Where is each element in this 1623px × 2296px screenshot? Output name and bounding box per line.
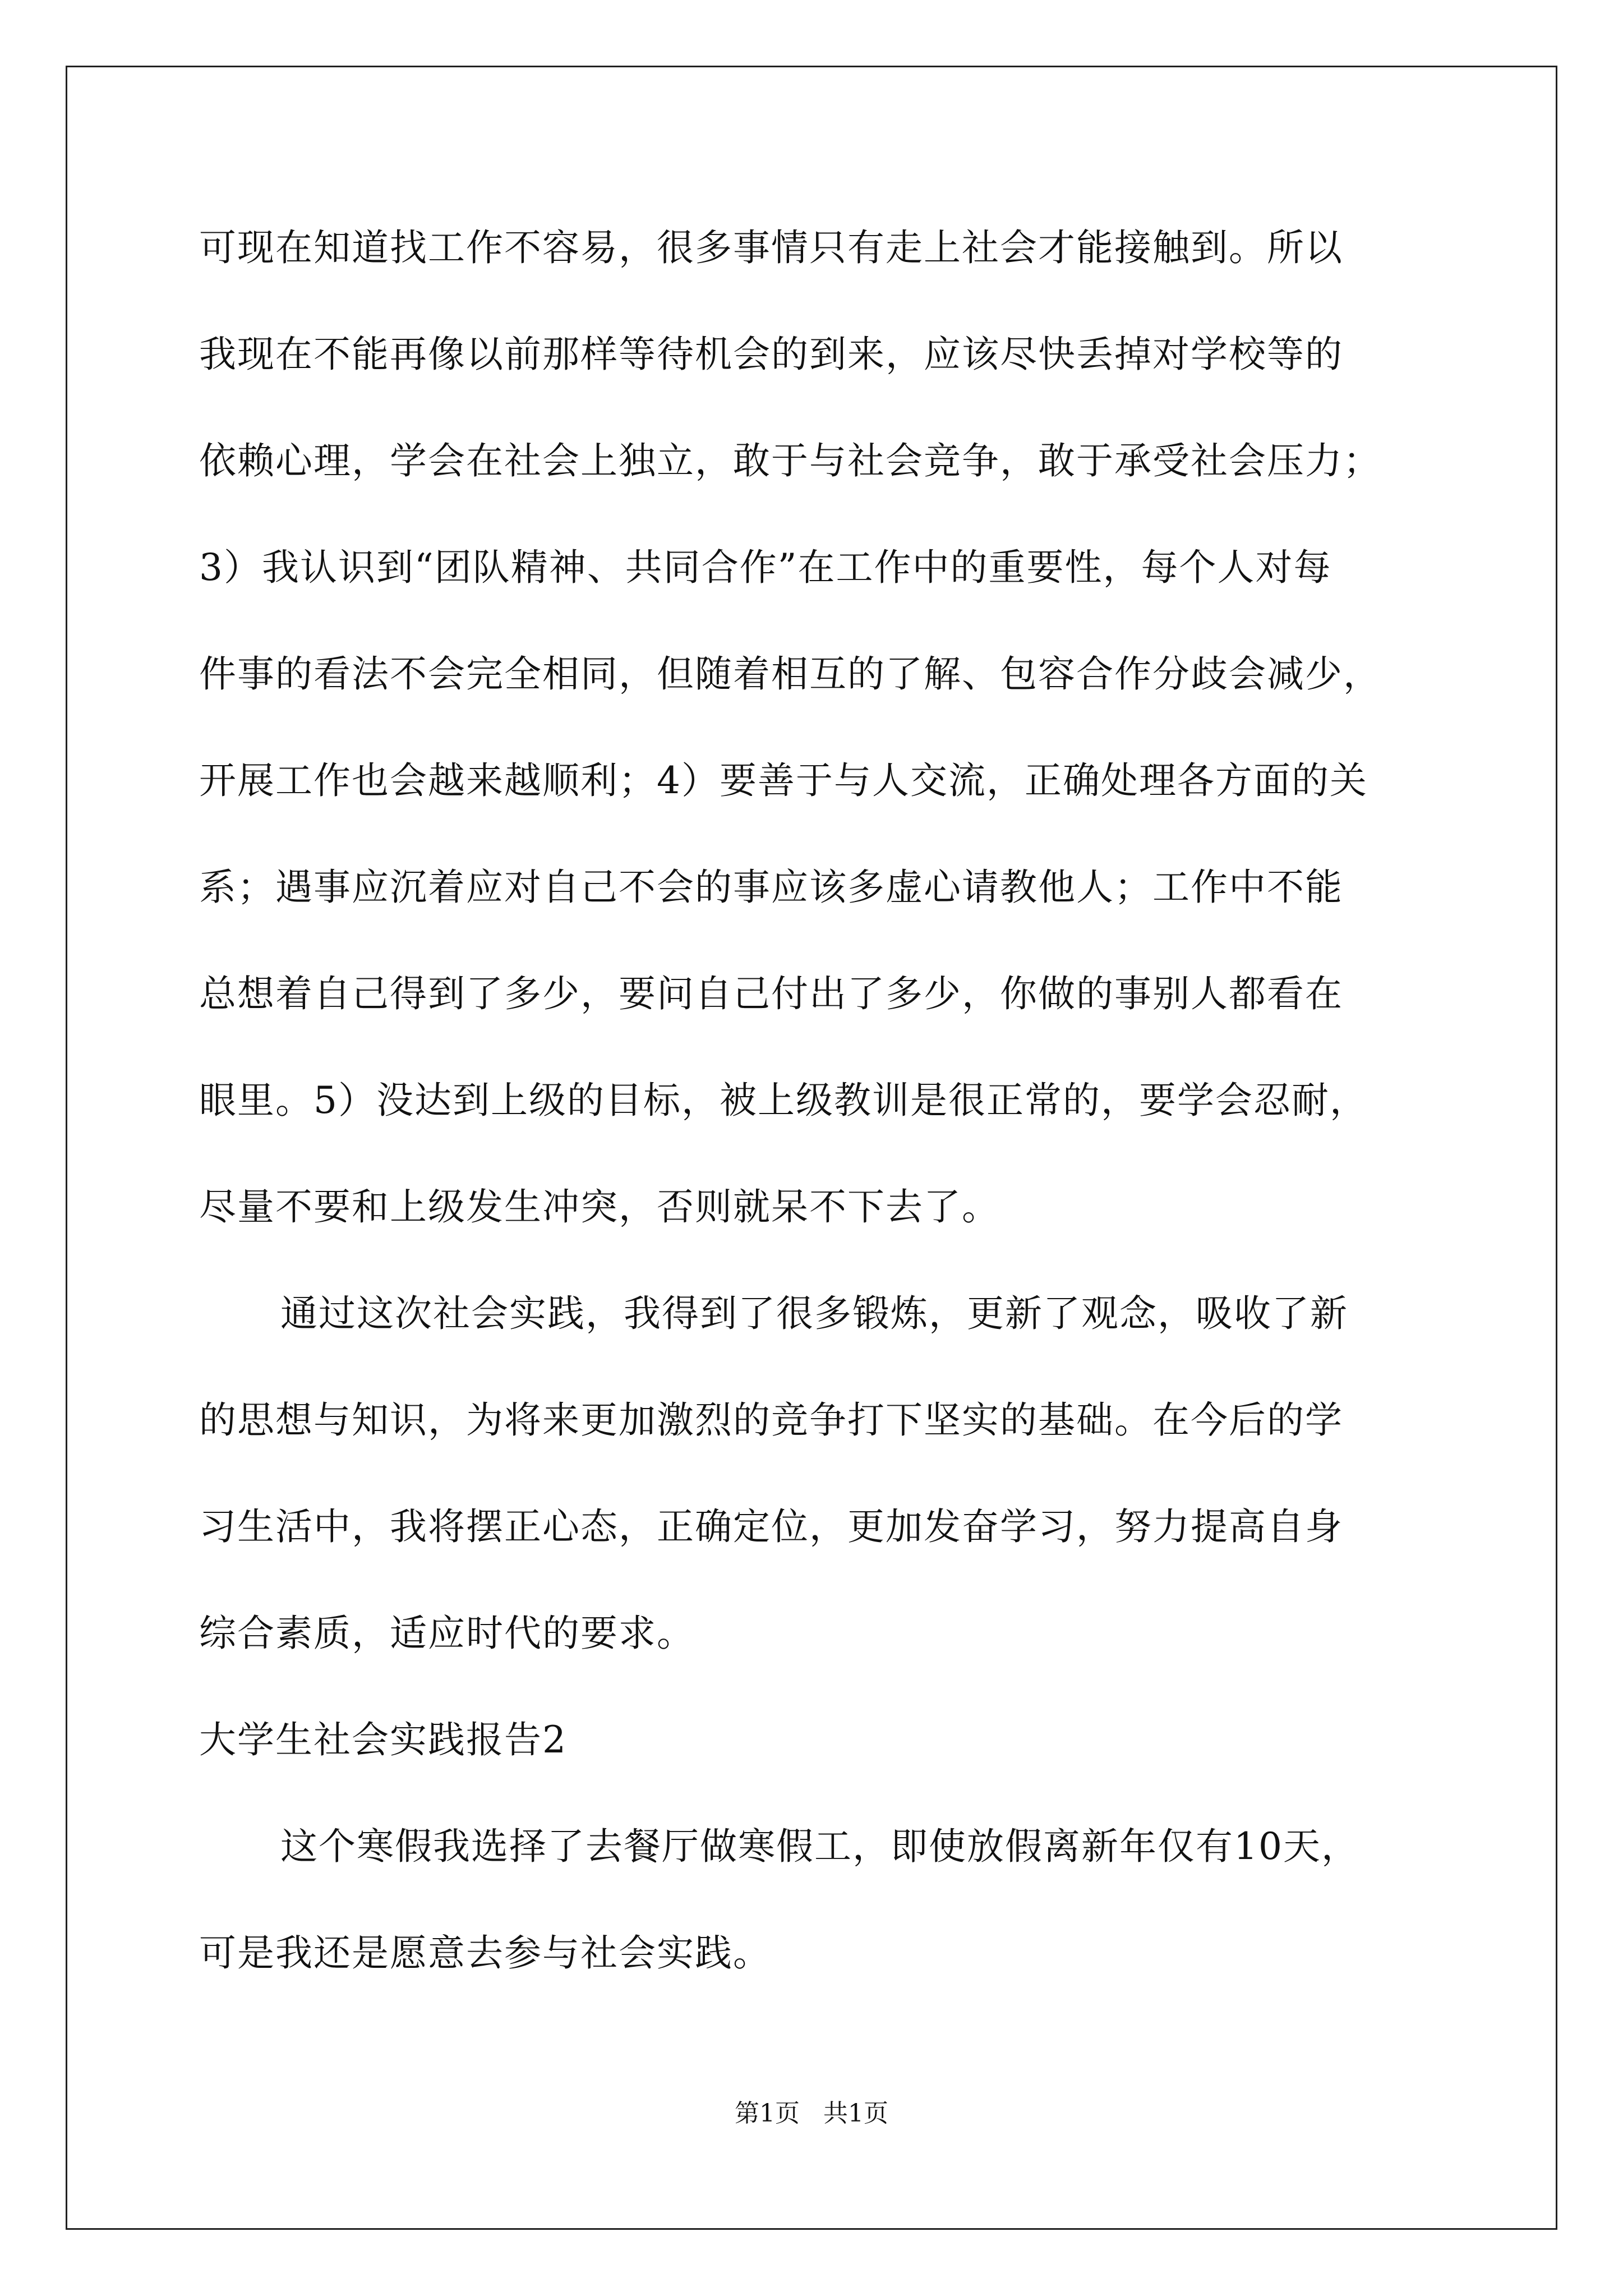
page-number-footer: 第1页 共1页 bbox=[735, 2099, 888, 2128]
body-text-line: 开展工作也会越来越顺利；4）要善于与人交流，正确处理各方面的关 bbox=[199, 759, 1368, 802]
body-text-line: 综合素质，适应时代的要求。 bbox=[199, 1612, 695, 1655]
body-text-line: 习生活中，我将摆正心态，正确定位，更加发奋学习，努力提高自身 bbox=[199, 1505, 1343, 1548]
body-text-line: 的思想与知识，为将来更加激烈的竞争打下坚实的基础。在今后的学 bbox=[199, 1398, 1343, 1442]
body-text-line: 可是我还是愿意去参与社会实践。 bbox=[199, 1931, 771, 1975]
body-text-line: 可现在知道找工作不容易，很多事情只有走上社会才能接触到。所以 bbox=[199, 226, 1343, 269]
body-text-line: 尽量不要和上级发生冲突，否则就呆不下去了。 bbox=[199, 1185, 1000, 1228]
body-text-line: 眼里。5）没达到上级的目标，被上级教训是很正常的，要学会忍耐， bbox=[199, 1079, 1368, 1122]
body-text-line: 件事的看法不会完全相同，但随着相互的了解、包容合作分歧会减少， bbox=[199, 652, 1381, 696]
body-text-line: 这个寒假我选择了去餐厅做寒假工，即使放假离新年仅有10天， bbox=[280, 1825, 1359, 1868]
page-border bbox=[66, 66, 1557, 2230]
body-text-line: 依赖心理，学会在社会上独立，敢于与社会竞争，敢于承受社会压力； bbox=[199, 439, 1381, 482]
body-text-line: 3）我认识到“团队精神、共同合作”在工作中的重要性，每个人对每 bbox=[199, 546, 1332, 589]
body-text-line: 通过这次社会实践，我得到了很多锻炼，更新了观念，吸收了新 bbox=[280, 1292, 1348, 1335]
body-text-line: 总想着自己得到了多少，要问自己付出了多少，你做的事别人都看在 bbox=[199, 972, 1343, 1015]
section-heading: 大学生社会实践报告2 bbox=[199, 1718, 567, 1761]
body-text-line: 系；遇事应沉着应对自己不会的事应该多虚心请教他人；工作中不能 bbox=[199, 866, 1343, 909]
body-text-line: 我现在不能再像以前那样等待机会的到来，应该尽快丢掉对学校等的 bbox=[199, 333, 1343, 376]
